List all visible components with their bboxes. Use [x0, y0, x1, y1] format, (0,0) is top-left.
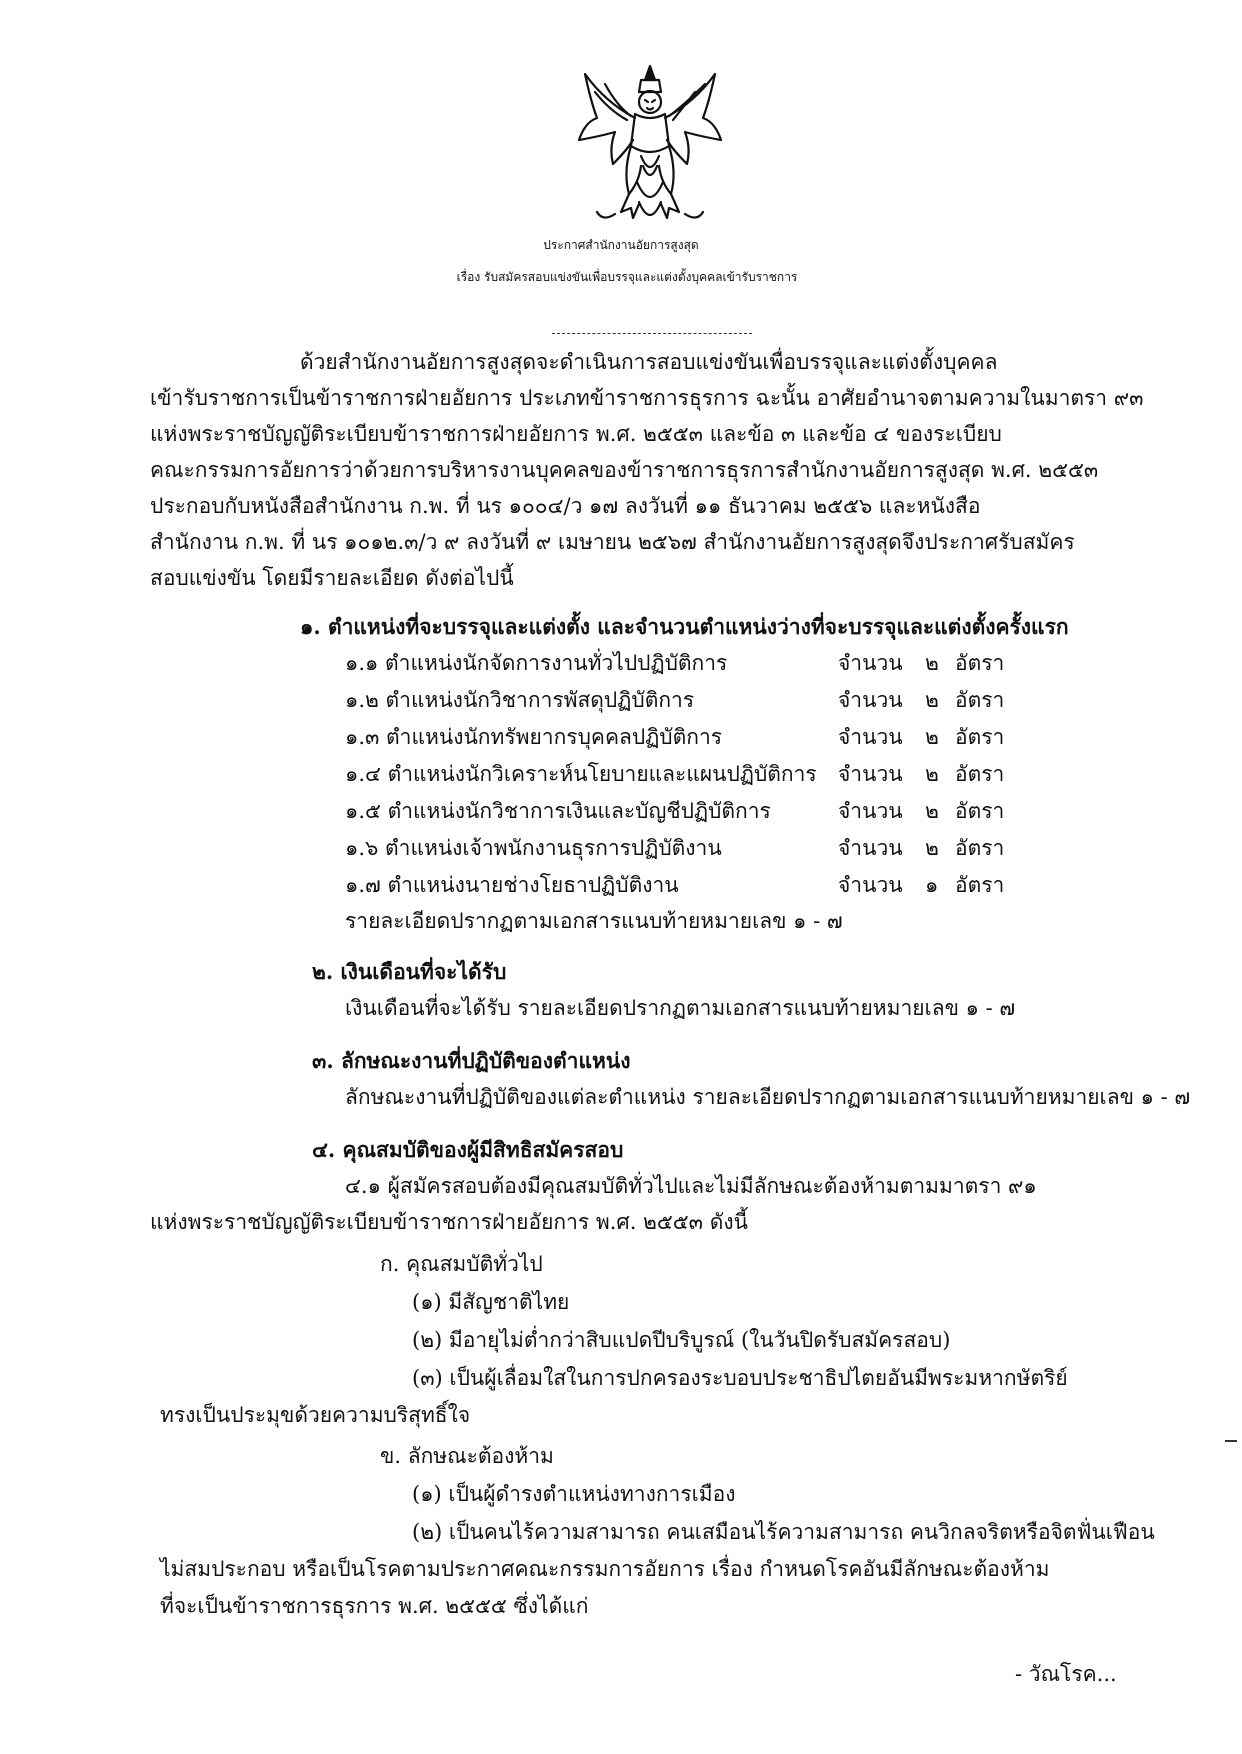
position-count-label: จำนวน	[838, 651, 903, 675]
position-count: ๒	[925, 799, 939, 823]
section-1-note: รายละเอียดปรากฏตามเอกสารแนบท้ายหมายเลข ๑ - ๗	[345, 909, 843, 933]
position-count: ๒	[925, 762, 939, 786]
position-count-label: จำนวน	[838, 836, 903, 860]
position-count-label: จำนวน	[838, 799, 903, 823]
prohibition-item: (๒) เป็นคนไร้ความสามารถ คนเสมือนไร้ความสามารถ คนวิกลจริตหรือจิตฟั่นเฟือน	[412, 1520, 1155, 1544]
general-qualification-item: (๑) มีสัญชาติไทย	[412, 1290, 570, 1314]
position-name: ๑.๖ ตำแหน่งเจ้าพนักงานธุรการปฏิบัติงาน	[345, 836, 722, 860]
position-unit: อัตรา	[955, 651, 1005, 675]
section-3-heading: ๓. ลักษณะงานที่ปฏิบัติของตำแหน่ง	[312, 1048, 631, 1073]
position-name: ๑.๔ ตำแหน่งนักวิเคราะห์นโยบายและแผนปฏิบัติการ	[345, 762, 817, 786]
announcement-subject: เรื่อง รับสมัครสอบแข่งขันเพื่อบรรจุและแต่งตั้งบุคคลเข้ารับราชการ	[456, 270, 798, 284]
general-qualification-item: (๓) เป็นผู้เลื่อมใสในการปกครองระบอบประชาธิปไตยอันมีพระมหากษัตริย์	[412, 1366, 1068, 1390]
position-count-label: จำนวน	[838, 688, 903, 712]
section-4-1-line: แห่งพระราชบัญญัติระเบียบข้าราชการฝ่ายอัยการ พ.ศ. ๒๕๕๓ ดังนี้	[150, 1210, 748, 1234]
position-name: ๑.๗ ตำแหน่งนายช่างโยธาปฏิบัติงาน	[345, 873, 679, 897]
section-2-heading: ๒. เงินเดือนที่จะได้รับ	[312, 959, 507, 984]
position-unit: อัตรา	[955, 725, 1005, 749]
prohibition-item: (๑) เป็นผู้ดำรงตำแหน่งทางการเมือง	[412, 1482, 736, 1506]
position-name: ๑.๓ ตำแหน่งนักทรัพยากรบุคคลปฏิบัติการ	[345, 725, 723, 749]
position-count-label: จำนวน	[838, 762, 903, 786]
general-qualification-heading: ก. คุณสมบัติทั่วไป	[380, 1252, 543, 1276]
intro-line: ประกอบกับหนังสือสำนักงาน ก.พ. ที่ นร ๑๐๐๔/ว ๑๗ ลงวันที่ ๑๑ ธันวาคม ๒๕๕๖ และหนังสือ	[150, 494, 981, 518]
section-4-heading: ๔. คุณสมบัติของผู้มีสิทธิสมัครสอบ	[312, 1137, 624, 1162]
position-name: ๑.๕ ตำแหน่งนักวิชาการเงินและบัญชีปฏิบัติการ	[345, 799, 771, 823]
position-count: ๑	[925, 873, 939, 897]
prohibition-heading: ข. ลักษณะต้องห้าม	[380, 1444, 554, 1468]
position-unit: อัตรา	[955, 762, 1005, 786]
position-unit: อัตรา	[955, 873, 1005, 897]
position-name: ๑.๑ ตำแหน่งนักจัดการงานทั่วไปปฏิบัติการ	[345, 651, 728, 675]
position-unit: อัตรา	[955, 799, 1005, 823]
position-count-label: จำนวน	[838, 725, 903, 749]
garuda-emblem-icon	[575, 62, 725, 230]
intro-line: แห่งพระราชบัญญัติระเบียบข้าราชการฝ่ายอัยการ พ.ศ. ๒๕๕๓ และข้อ ๓ และข้อ ๔ ของระเบียบ	[150, 422, 1002, 446]
general-qualification-item: ทรงเป็นประมุขด้วยความบริสุทธิ์ใจ	[160, 1403, 471, 1427]
position-name: ๑.๒ ตำแหน่งนักวิชาการพัสดุปฏิบัติการ	[345, 688, 695, 712]
position-count: ๒	[925, 651, 939, 675]
section-4-1-line: ๔.๑ ผู้สมัครสอบต้องมีคุณสมบัติทั่วไปและไม่มีลักษณะต้องห้ามตามมาตรา ๙๑	[345, 1174, 1037, 1198]
continued-marker: - วัณโรค...	[1015, 1662, 1117, 1686]
position-unit: อัตรา	[955, 836, 1005, 860]
position-count-label: จำนวน	[838, 873, 903, 897]
announcement-title: ประกาศสำนักงานอัยการสูงสุด	[543, 238, 699, 252]
position-unit: อัตรา	[955, 688, 1005, 712]
intro-line: สอบแข่งขัน โดยมีรายละเอียด ดังต่อไปนี้	[150, 566, 514, 590]
title-divider	[552, 333, 752, 334]
prohibition-item: ที่จะเป็นข้าราชการธุรการ พ.ศ. ๒๕๕๕ ซึ่งได้แก่	[160, 1594, 589, 1618]
position-count: ๒	[925, 725, 939, 749]
section-1-heading: ๑. ตำแหน่งที่จะบรรจุและแต่งตั้ง และจำนวนตำแหน่งว่างที่จะบรรจุและแต่งตั้งครั้งแรก	[300, 614, 1069, 639]
prohibition-item: ไม่สมประกอบ หรือเป็นโรคตามประกาศคณะกรรมการอัยการ เรื่อง กำหนดโรคอันมีลักษณะต้องห้าม	[160, 1557, 1050, 1581]
intro-line: คณะกรรมการอัยการว่าด้วยการบริหารงานบุคคลของข้าราชการธุรการสำนักงานอัยการสูงสุด พ.ศ. ๒๕๕๓	[150, 458, 1099, 482]
position-count: ๒	[925, 688, 939, 712]
intro-line: ด้วยสำนักงานอัยการสูงสุดจะดำเนินการสอบแข่งขันเพื่อบรรจุและแต่งตั้งบุคคล	[300, 350, 998, 374]
section-3-body: ลักษณะงานที่ปฏิบัติของแต่ละตำแหน่ง รายละเอียดปรากฏตามเอกสารแนบท้ายหมายเลข ๑ - ๗	[345, 1085, 1191, 1109]
intro-line: สำนักงาน ก.พ. ที่ นร ๑๐๑๒.๓/ว ๙ ลงวันที่ ๙ เมษายน ๒๕๖๗ สำนักงานอัยการสูงสุดจึงประกาศรับสมัคร	[150, 530, 1075, 554]
scan-edge-mark	[1225, 1440, 1237, 1442]
section-2-body: เงินเดือนที่จะได้รับ รายละเอียดปรากฏตามเอกสารแนบท้ายหมายเลข ๑ - ๗	[345, 996, 1016, 1020]
intro-line: เข้ารับราชการเป็นข้าราชการฝ่ายอัยการ ประเภทข้าราชการธุรการ ฉะนั้น อาศัยอำนาจตามความในมาตรา ๙๓	[150, 386, 1144, 410]
general-qualification-item: (๒) มีอายุไม่ต่ำกว่าสิบแปดปีบริบูรณ์ (ในวันปิดรับสมัครสอบ)	[412, 1328, 951, 1352]
position-count: ๒	[925, 836, 939, 860]
